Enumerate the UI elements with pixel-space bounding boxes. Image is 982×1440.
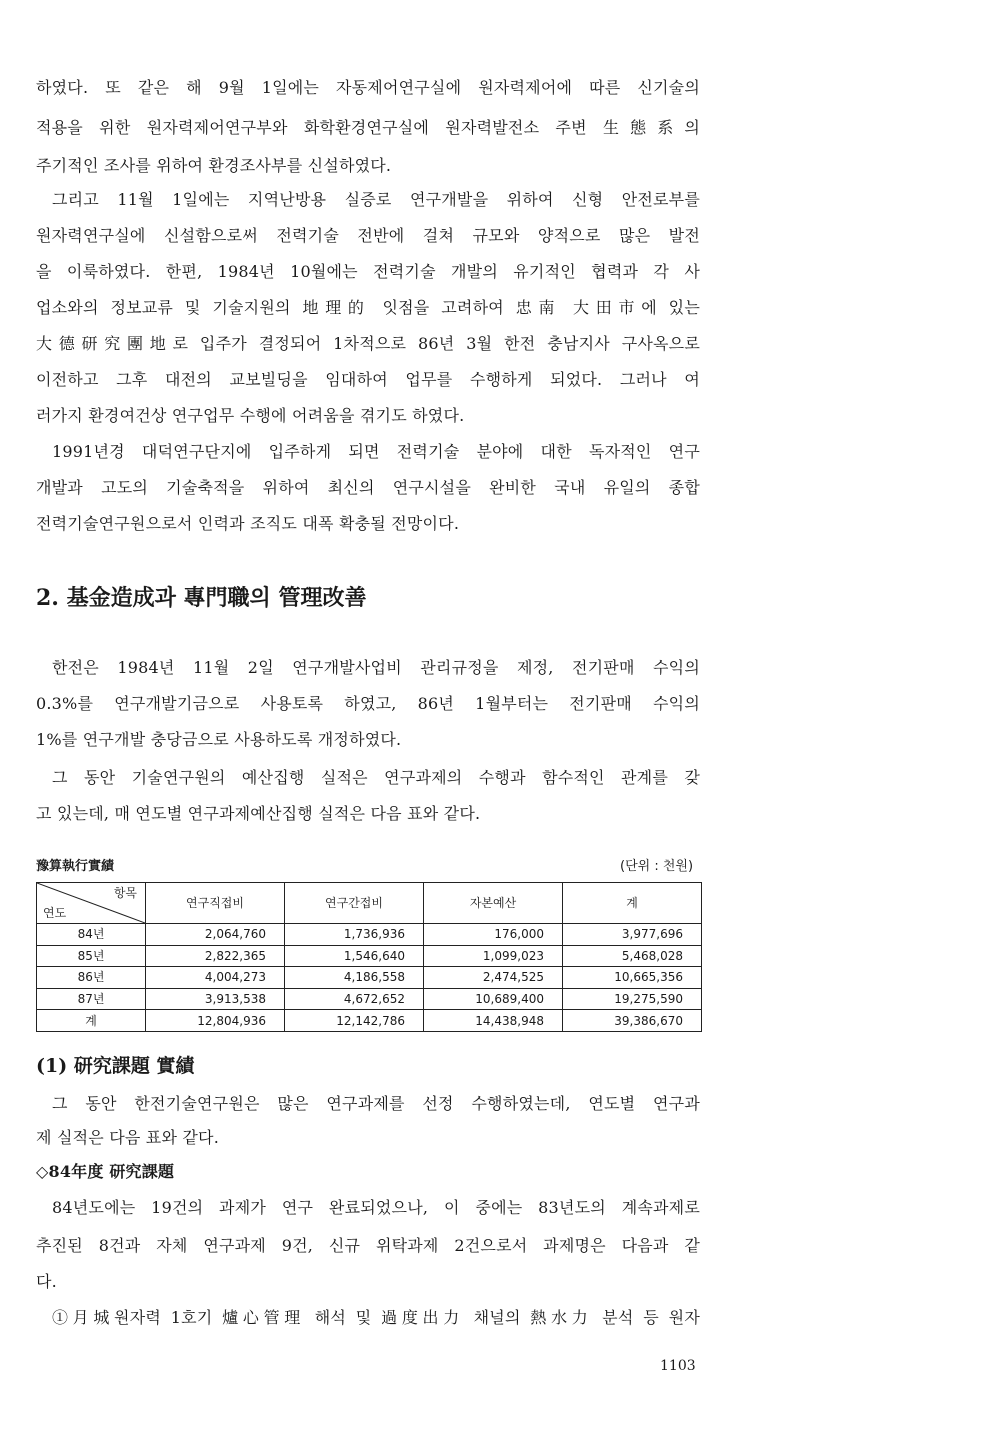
- value-cell: 1,736,936: [285, 924, 424, 946]
- paragraph-line: 제 실적은 다음 표와 같다.: [36, 1128, 219, 1147]
- paragraph-line: 업소와의 정보교류 및 기술지원의 地理的 잇점을 고려하여 忠南 大田市에 있는: [36, 298, 700, 317]
- value-cell: 176,000: [424, 924, 563, 946]
- paragraph-line: 다.: [36, 1272, 57, 1291]
- paragraph-line: ①月城원자력 1호기 爐心管理 해석 및 過度出力 채널의 熱水力 분석 등 원자: [52, 1308, 700, 1327]
- value-cell: 5,468,028: [563, 945, 702, 967]
- value-cell: 4,004,273: [146, 967, 285, 989]
- paragraph-line: 大德研究團地로 입주가 결정되어 1차적으로 86년 3월 한전 충남지사 구사옥으로: [36, 334, 700, 353]
- value-cell: 3,913,538: [146, 988, 285, 1010]
- table-title: 豫算執行實績: [36, 859, 115, 874]
- table-row: [37, 988, 702, 1010]
- total-label-cell: 계: [37, 1010, 146, 1032]
- table-header-row: [37, 883, 702, 924]
- column-header: 자본예산: [424, 883, 563, 924]
- table-row: [37, 967, 702, 989]
- value-cell: 4,186,558: [285, 967, 424, 989]
- table-unit: (단위 : 천원): [620, 859, 694, 874]
- value-cell: 1,099,023: [424, 945, 563, 967]
- budget-table: [36, 882, 702, 1032]
- paragraph-line: 추진된 8건과 자체 연구과제 9건, 신규 위탁과제 2건으로서 과제명은 다음과 같: [36, 1236, 700, 1255]
- paragraph-line: 1991년경 대덕연구단지에 입주하게 되면 전력기술 분야에 대한 독자적인 연구: [52, 442, 700, 461]
- table-row: [37, 924, 702, 946]
- value-cell: 4,672,652: [285, 988, 424, 1010]
- column-header: 연구직접비: [146, 883, 285, 924]
- value-cell: 3,977,696: [563, 924, 702, 946]
- paragraph-line: 고 있는데, 매 연도별 연구과제예산집행 실적은 다음 표와 같다.: [36, 804, 481, 823]
- corner-label-item: 항목: [113, 886, 137, 900]
- value-cell: 10,689,400: [424, 988, 563, 1010]
- paragraph-line: 하였다. 또 같은 해 9월 1일에는 자동제어연구실에 원자력제어에 따른 신기술의: [36, 78, 700, 97]
- subsection-heading: (1) 研究課題 實績: [36, 1055, 195, 1077]
- paragraph-line: 적용을 위한 원자력제어연구부와 화학환경연구실에 원자력발전소 주변 生態系의: [36, 118, 700, 137]
- table-row: [37, 945, 702, 967]
- page-number: 1103: [660, 1358, 696, 1374]
- value-cell: 2,474,525: [424, 967, 563, 989]
- value-cell: 19,275,590: [563, 988, 702, 1010]
- value-cell: 10,665,356: [563, 967, 702, 989]
- paragraph-line: 을 이룩하였다. 한편, 1984년 10월에는 전력기술 개발의 유기적인 협력과 각 사: [36, 262, 700, 281]
- year-cell: 86년: [37, 967, 146, 989]
- paragraph-line: 그 동안 기술연구원의 예산집행 실적은 연구과제의 수행과 함수적인 관계를 갖: [52, 768, 700, 787]
- paragraph-line: 전력기술연구원으로서 인력과 조직도 대폭 확충될 전망이다.: [36, 514, 460, 533]
- value-cell: 12,804,936: [146, 1010, 285, 1032]
- value-cell: 12,142,786: [285, 1010, 424, 1032]
- paragraph-line: 개발과 고도의 기술축적을 위하여 최신의 연구시설을 완비한 국내 유일의 종합: [36, 478, 700, 497]
- paragraph-line: 원자력연구실에 신설함으로써 전력기술 전반에 걸쳐 규모와 양적으로 많은 발전: [36, 226, 700, 245]
- year-cell: 87년: [37, 988, 146, 1010]
- section-heading: 2. 基金造成과 專門職의 管理改善: [36, 585, 367, 611]
- table-total-row: [37, 1010, 702, 1032]
- paragraph-line: 한전은 1984년 11월 2일 연구개발사업비 관리규정을 제정, 전기판매 수익의: [52, 658, 700, 677]
- year-cell: 84년: [37, 924, 146, 946]
- paragraph-line: 주기적인 조사를 위하여 환경조사부를 신설하였다.: [36, 156, 392, 175]
- year-cell: 85년: [37, 945, 146, 967]
- value-cell: 2,822,365: [146, 945, 285, 967]
- corner-label-year: 연도: [43, 906, 67, 920]
- item-heading: ◇84年度 研究課題: [36, 1162, 175, 1181]
- value-cell: 39,386,670: [563, 1010, 702, 1032]
- value-cell: 1,546,640: [285, 945, 424, 967]
- column-header: 계: [563, 883, 702, 924]
- value-cell: 14,438,948: [424, 1010, 563, 1032]
- paragraph-line: 러가지 환경여건상 연구업무 수행에 어려움을 겪기도 하였다.: [36, 406, 465, 425]
- column-header: 연구간접비: [285, 883, 424, 924]
- paragraph-line: 그리고 11월 1일에는 지역난방용 실증로 연구개발을 위하여 신형 안전로부를: [52, 190, 700, 209]
- paragraph-line: 이전하고 그후 대전의 교보빌딩을 임대하여 업무를 수행하게 되었다. 그러나 여: [36, 370, 700, 389]
- paragraph-line: 그 동안 한전기술연구원은 많은 연구과제를 선정 수행하였는데, 연도별 연구과: [52, 1094, 700, 1113]
- paragraph-line: 0.3%를 연구개발기금으로 사용토록 하였고, 86년 1월부터는 전기판매 수익의: [36, 694, 700, 713]
- value-cell: 2,064,760: [146, 924, 285, 946]
- paragraph-line: 1%를 연구개발 충당금으로 사용하도록 개정하였다.: [36, 730, 402, 749]
- table-corner-cell: [37, 883, 146, 924]
- paragraph-line: 84년도에는 19건의 과제가 연구 완료되었으나, 이 중에는 83년도의 계속과제로: [52, 1198, 700, 1217]
